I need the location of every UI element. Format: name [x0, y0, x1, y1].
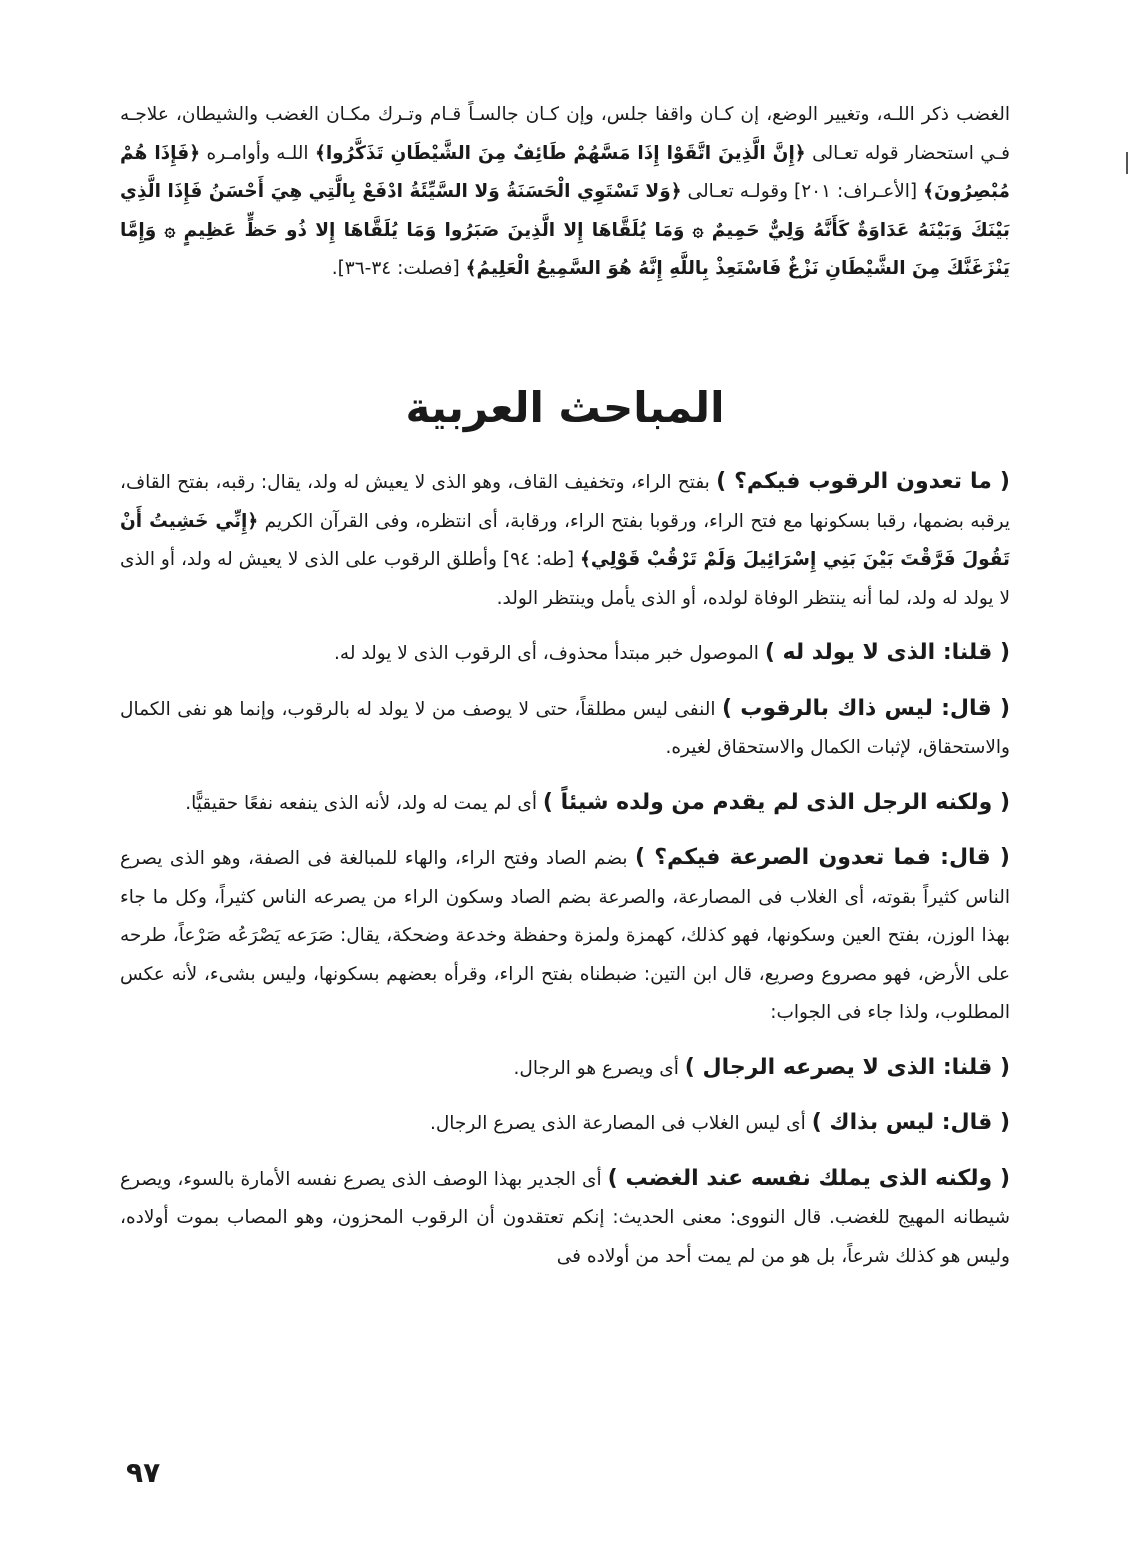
paragraph-la-yulad [120, 634, 1010, 674]
ref-fussilat: [فصلت: ٣٤-٣٦]. [331, 258, 466, 279]
margin-mark [1126, 152, 1128, 174]
paragraph-text: أى لم يمت له ولد، لأنه الذى ينفعه نفعًا حقيقيًّا. [185, 792, 543, 814]
hadith-quote: ( ولكنه الذى يملك نفسه عند الغضب ) [607, 1165, 1011, 1191]
section-heading: المباحث العربية [405, 383, 725, 432]
quran-verse-araf-end: ﴿فَإِذَا هُمْ مُبْصِرُونَ﴾ [120, 142, 1011, 202]
quran-verse-taha: ﴿إِنِّي خَشِيتُ أَنْ تَقُولَ فَرَّقْتَ بَيْنَ بَنِي إِسْرَائِيلَ وَلَمْ تَرْقُبْ قَوْلِي﴾ [120, 510, 1010, 570]
top-middle: اللـه وأوامـره [200, 142, 315, 164]
hadith-quote: ( قلنا: الذى لا يصرعه الرجال ) [684, 1054, 1010, 1080]
paragraph-yamliku-nafsahu [120, 1160, 1010, 1277]
paragraph-la-yasraauhu [120, 1049, 1010, 1089]
hadith-quote: ( قلنا: الذى لا يولد له ) [764, 640, 1010, 665]
paragraph-text: أى ليس الغلاب فى المصارعة الذى يصرع الرجال. [429, 1113, 812, 1134]
paragraph-text: بفتح الراء، وتخفيف القاف، وهو الذى لا يعيش له ولد، يقال: رقبه، بفتح القاف، يرقبه بضمها، رقبا بسكونها مع فتح الراء، ورقوبا بفتح الراء، ورقابة، أى انتظره، وفى القرآن الكريم [120, 472, 1011, 532]
hadith-quote: ( قال: فما تعدون الصرعة فيكم؟ ) [634, 845, 1010, 870]
quran-verse-fussilat: ﴿وَلا تَسْتَوِي الْحَسَنَةُ وَلا السَّيِّئَةُ ادْفَعْ بِالَّتِي هِيَ أَحْسَنُ فَإِذَا الَّذِي بَيْنَكَ وَبَيْنَهُ عَدَاوَةٌ كَأَنَّهُ وَلِيٌّ حَمِيمٌ ۞ وَمَا يُلَقَّاهَا إِلا الَّذِينَ صَبَرُوا وَمَا يُلَقَّاهَا إِلا ذُو حَظٍّ عَظِيمٍ ۞ وَإِمَّا يَنْزَغَنَّكَ مِنَ الشَّيْطَانِ نَزْغٌ فَاسْتَعِذْ بِاللَّهِ إِنَّهُ هُوَ السَّمِيعُ الْعَلِيمُ﴾ [120, 181, 1010, 279]
ref-araf: [الأعـراف: ٢٠١] وقولـه تعـالى [681, 181, 924, 202]
paragraph-text: الموصول خبر مبتدأ محذوف، أى الرقوب الذى لا يولد له. [334, 643, 765, 664]
paragraph-lam-yuqaddim [120, 784, 1010, 824]
paragraph-text: [طه: ٩٤] وأطلق الرقوب على الذى لا يعيش له ولد، أو الذى لا يولد له ولد، لما أنه ينتظر الوفاة لولده، أو الذى يأمل وينتظر الولد. [120, 549, 1010, 609]
hadith-quote: ( ولكنه الرجل الذى لم يقدم من ولده شيئاً ) [542, 789, 1010, 815]
paragraph-text: النفى ليس مطلقاً، حتى لا يوصف من لا يولد له بالرقوب، وإنما هو نفى الكمال والاستحقاق، لإثبات الكمال والاستحقاق لغيره. [120, 698, 1010, 758]
paragraph-text: أى الجدير بهذا الوصف الذى يصرع نفسه الأمارة بالسوء، ويصرع شيطانه المهيج للغضب. قال النووى: معنى الحديث: إنكم تعتقدون أن الرقوب المحزون، وهو المصاب بموت أولاده، وليس هو كذلك شرعاً، بل هو من لم يمت أحد من أولاده فى [120, 1168, 1010, 1267]
paragraph-laysa-bidhak [120, 1104, 1010, 1144]
quran-verse-araf: ﴿إِنَّ الَّذِينَ اتَّقَوْا إِذَا مَسَّهُمْ طَائِفٌ مِنَ الشَّيْطَانِ تَذَكَّرُوا﴾ [314, 142, 806, 164]
hadith-quote: ( قال: ليس بذاك ) [811, 1110, 1010, 1135]
page-number: ٩٧ [126, 1456, 161, 1489]
paragraph-text: أى ويصرع هو الرجال. [513, 1057, 685, 1079]
top-intro: الغضب ذكر اللـه، وتغيير الوضع، إن كـان واقفا جلس، وإن كـان جالسـاً قـام وتـرك مكـان الغضب والشيطان، علاجـه فـي استحضار قوله تعـالى [120, 104, 1010, 164]
hadith-quote: ( ما تعدون الرقوب فيكم؟ ) [716, 469, 1010, 494]
top-paragraph [120, 96, 1010, 289]
hadith-quote: ( قال: ليس ذاك بالرقوب ) [721, 695, 1010, 721]
paragraph-laysa-dhak [120, 690, 1010, 768]
paragraph-text: بضم الصاد وفتح الراء، والهاء للمبالغة فى الصفة، وهو الذى يصرع الناس كثيراً بقوته، أى الغلاب فى المصارعة، والصرعة بضم الصاد وسكون الراء من يصرعه الناس كثيراً، وكل ما جاء بهذا الوزن، بفتح العين وسكونها، فهو كذلك، كهمزة ولمزة وحفظة وخدعة وضحكة، يقال: صَرَعه يَصْرَعُه صَرْعاً، طرحه على الأرض، فهو مصروع وصريع، قال ابن التين: ضبطناه بفتح الراء، وقرأه بعضهم بسكونها، وليس بشىء، لأنه عكس المطلوب، ولذا جاء فى الجواب: [120, 848, 1010, 1023]
paragraph-raqub [120, 463, 1010, 618]
paragraph-surah [120, 839, 1010, 1033]
commentary [120, 463, 1010, 1276]
